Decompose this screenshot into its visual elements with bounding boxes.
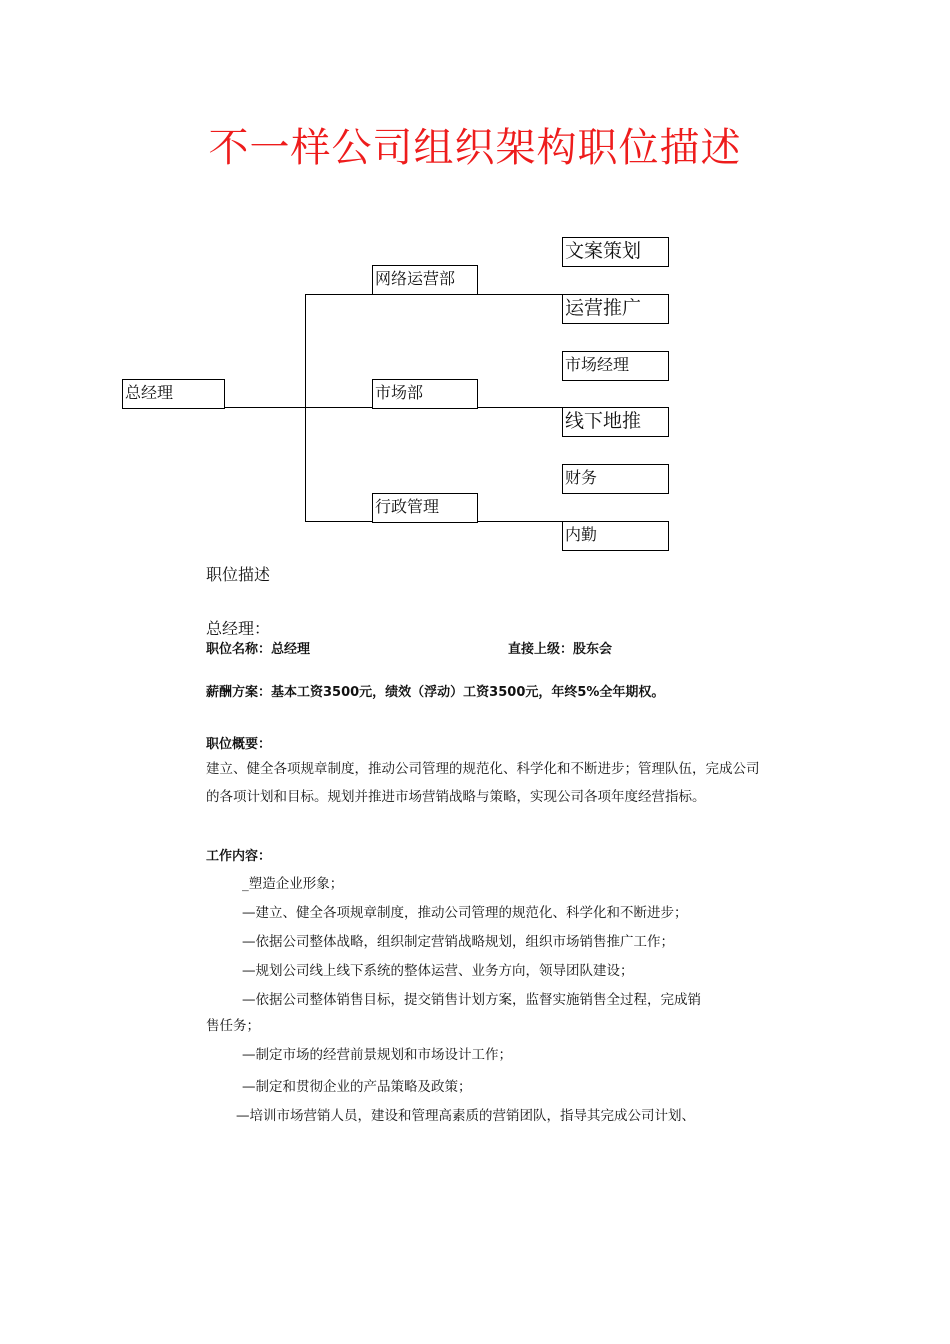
org-node-promotion: 运营推广: [562, 294, 669, 324]
duty-item: —制定和贯彻企业的产品策略及政策；: [242, 1079, 472, 1095]
section-title: 职位描述: [206, 565, 271, 584]
duty-item: —依据公司整体战略，组织制定营销战略规划，组织市场销售推广工作；: [242, 934, 674, 950]
org-node-ground-promotion: 线下地推: [562, 407, 669, 437]
direct-superior: 直接上级：股东会: [508, 642, 613, 657]
overview-label: 职位概要：: [206, 737, 272, 752]
duty-item: —制定市场的经营前景规划和市场设计工作；: [242, 1047, 512, 1063]
org-chart: [0, 0, 950, 560]
org-node-office-support: 内勤: [562, 521, 669, 551]
duty-item: —规划公司线上线下系统的整体运营、业务方向，领导团队建设；: [242, 963, 634, 979]
root-connector: [224, 407, 306, 408]
duty-item: _塑造企业形象；: [242, 876, 344, 892]
duties-label: 工作内容：: [206, 849, 272, 864]
org-node-root: 总经理: [122, 379, 225, 409]
overview-text: 建立、健全各项规章制度，推动公司管理的规范化、科学化和不断进步；管理队伍，完成公司的各项计划和目标。规划并推进市场营销战略与策略，实现公司各项年度经营指标。: [206, 761, 760, 805]
org-node-market-manager: 市场经理: [562, 351, 669, 381]
duty-item: —培训市场营销人员，建设和管理高素质的营销团队，指导其完成公司计划、: [236, 1108, 695, 1124]
duty-item: —建立、健全各项规章制度，推动公司管理的规范化、科学化和不断进步；: [242, 905, 688, 921]
org-node-market-dept: 市场部: [372, 379, 478, 409]
org-node-finance: 财务: [562, 464, 669, 494]
duty-item-continuation: 售任务；: [206, 1018, 260, 1034]
salary-plan: 薪酬方案：基本工资3500元，绩效（浮动）工资3500元，年终5%全年期权。: [206, 685, 665, 700]
role-heading: 总经理：: [206, 619, 271, 638]
org-node-copywriting: 文案策划: [562, 237, 669, 267]
duty-item: —依据公司整体销售目标，提交销售计划方案，监督实施销售全过程，完成销: [242, 992, 701, 1008]
org-node-network-dept: 网络运营部: [372, 265, 478, 295]
trunk-line: [305, 294, 306, 522]
document-title: 不一样公司组织架构职位描述: [208, 125, 742, 171]
position-name: 职位名称：总经理: [206, 642, 311, 657]
org-node-admin-dept: 行政管理: [372, 493, 478, 523]
